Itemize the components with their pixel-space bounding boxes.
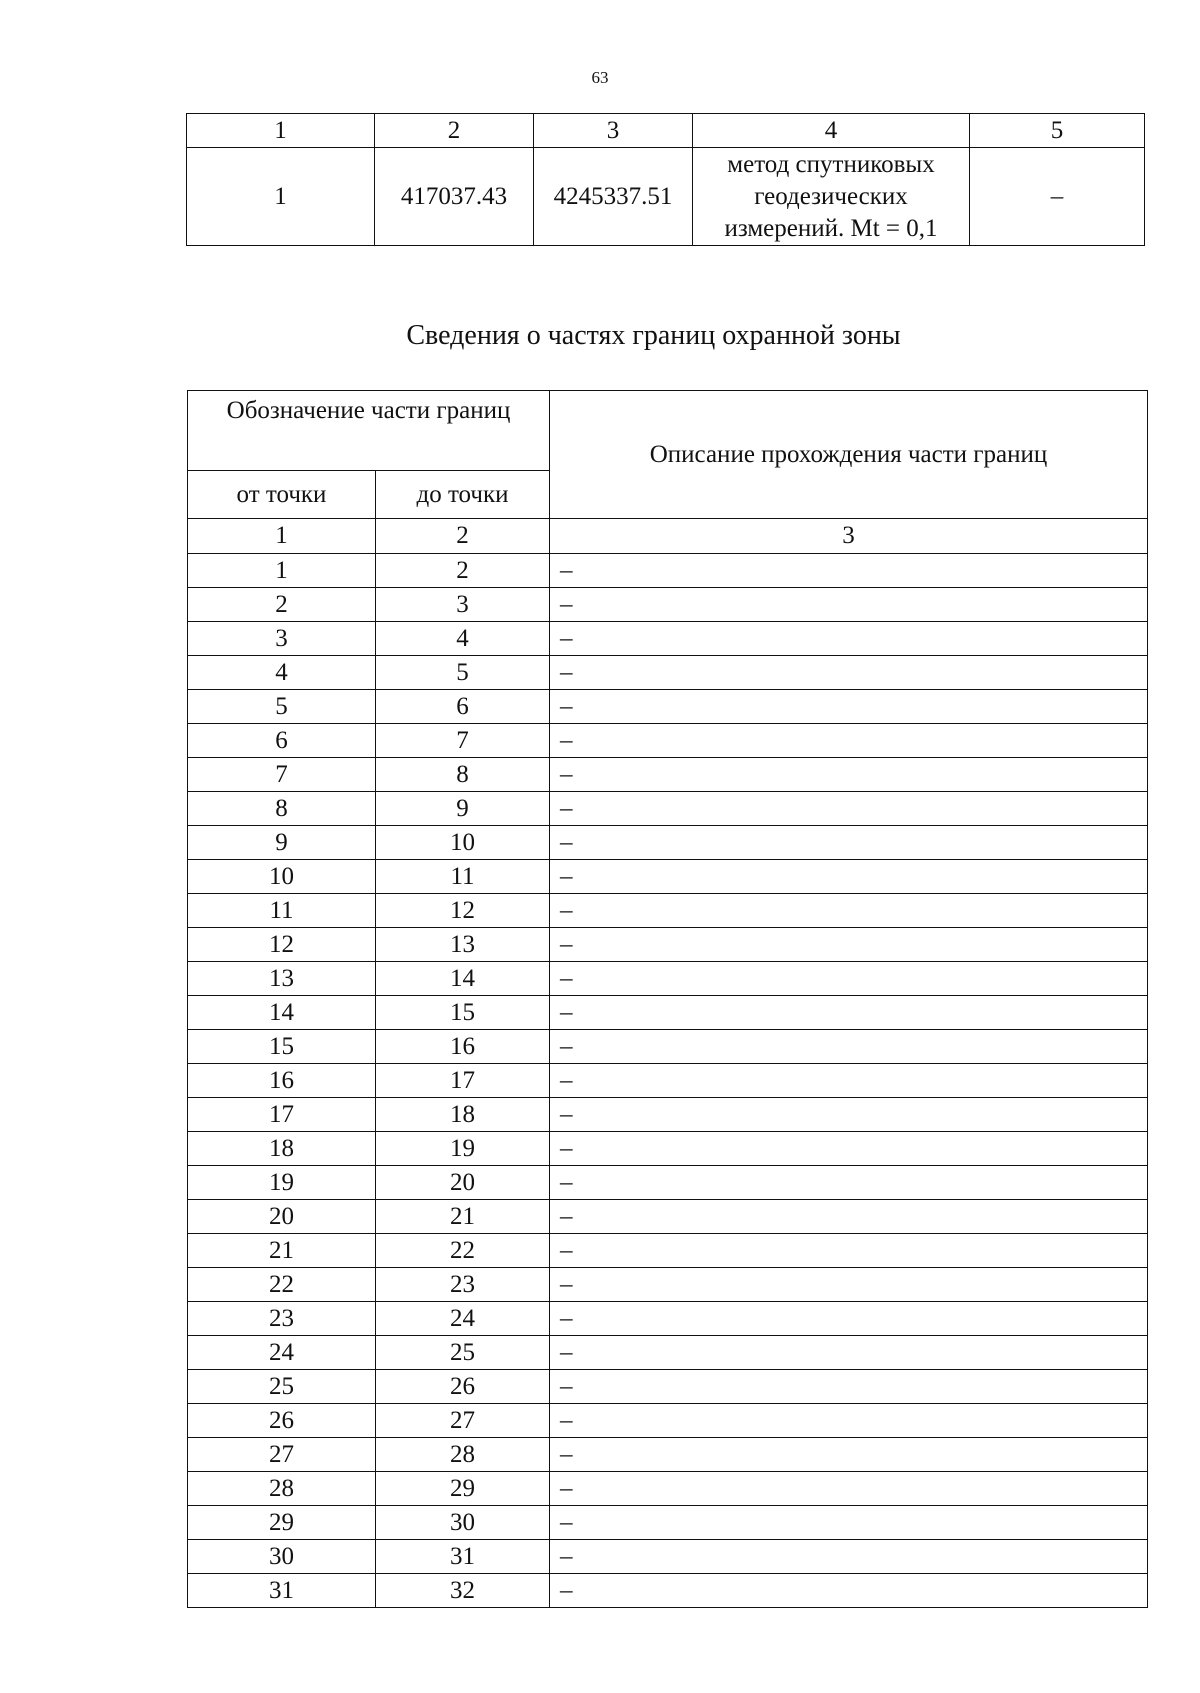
to-point-cell: 8 (376, 758, 550, 792)
coordinates-header-cell: 2 (375, 114, 534, 148)
from-point-cell: 7 (188, 758, 376, 792)
description-cell: – (550, 656, 1148, 690)
from-point-cell: 15 (188, 1030, 376, 1064)
to-point-cell: 14 (376, 962, 550, 996)
column-number-cell: 3 (550, 519, 1148, 554)
description-cell: – (550, 1302, 1148, 1336)
from-point-cell: 20 (188, 1200, 376, 1234)
description-cell: – (550, 962, 1148, 996)
to-point-cell: 27 (376, 1404, 550, 1438)
to-point-cell: 26 (376, 1370, 550, 1404)
coordinates-header-cell: 1 (187, 114, 375, 148)
to-point-cell: 7 (376, 724, 550, 758)
description-cell: – (550, 1132, 1148, 1166)
description-cell: – (550, 1098, 1148, 1132)
method-line: метод спутниковых (727, 150, 935, 178)
to-point-cell: 23 (376, 1268, 550, 1302)
coordinates-header-row (187, 114, 1145, 148)
from-point-cell: 3 (188, 622, 376, 656)
from-point-cell: 13 (188, 962, 376, 996)
to-point-cell: 6 (376, 690, 550, 724)
to-point-cell: 21 (376, 1200, 550, 1234)
table-row (188, 1064, 1148, 1098)
table-row (188, 1506, 1148, 1540)
description-cell: – (550, 1506, 1148, 1540)
column-number-cell: 1 (188, 519, 376, 554)
table-row (188, 1132, 1148, 1166)
description-cell: – (550, 1404, 1148, 1438)
coordinates-header-cell: 3 (534, 114, 693, 148)
description-cell: – (550, 1574, 1148, 1608)
table-row (188, 792, 1148, 826)
description-cell: – (550, 1370, 1148, 1404)
designation-header: Обозначение части границ (188, 391, 550, 471)
table-row (188, 656, 1148, 690)
from-point-cell: 12 (188, 928, 376, 962)
from-point-cell: 10 (188, 860, 376, 894)
from-point-cell: 27 (188, 1438, 376, 1472)
page-number: 63 (591, 68, 609, 87)
to-point-cell: 29 (376, 1472, 550, 1506)
from-point-cell: 29 (188, 1506, 376, 1540)
from-point-cell: 6 (188, 724, 376, 758)
table-row (188, 588, 1148, 622)
from-point-cell: 5 (188, 690, 376, 724)
coordinate-x-cell: 417037.43 (375, 148, 534, 246)
method-line: геодезических (754, 182, 908, 210)
to-point-cell: 22 (376, 1234, 550, 1268)
description-cell: – (550, 588, 1148, 622)
from-point-cell: 9 (188, 826, 376, 860)
to-point-cell: 12 (376, 894, 550, 928)
to-point-cell: 4 (376, 622, 550, 656)
from-point-cell: 22 (188, 1268, 376, 1302)
from-point-header: от точки (188, 471, 376, 519)
table-row (188, 1268, 1148, 1302)
table-row (188, 1438, 1148, 1472)
description-cell: – (550, 1166, 1148, 1200)
description-cell: – (550, 1200, 1148, 1234)
description-cell: – (550, 928, 1148, 962)
method-line: измерений. Mt = 0,1 (724, 214, 938, 242)
to-point-cell: 3 (376, 588, 550, 622)
description-cell: – (550, 724, 1148, 758)
description-cell: – (550, 996, 1148, 1030)
from-point-cell: 14 (188, 996, 376, 1030)
parts-table-body (188, 554, 1148, 1608)
to-point-cell: 25 (376, 1336, 550, 1370)
from-point-cell: 2 (188, 588, 376, 622)
table-row (188, 622, 1148, 656)
description-cell: – (550, 758, 1148, 792)
from-point-cell: 18 (188, 1132, 376, 1166)
table-row (188, 928, 1148, 962)
from-point-cell: 16 (188, 1064, 376, 1098)
parts-header-row (188, 391, 1148, 471)
table-row (188, 1098, 1148, 1132)
to-point-cell: 15 (376, 996, 550, 1030)
from-point-cell: 25 (188, 1370, 376, 1404)
to-point-cell: 19 (376, 1132, 550, 1166)
description-header: Описание прохождения части границ (550, 391, 1148, 519)
from-point-cell: 30 (188, 1540, 376, 1574)
to-point-cell: 32 (376, 1574, 550, 1608)
table-row (188, 1540, 1148, 1574)
coordinate-y-cell: 4245337.51 (534, 148, 693, 246)
description-cell: – (550, 1472, 1148, 1506)
description-cell: – (550, 1234, 1148, 1268)
description-cell: – (550, 1268, 1148, 1302)
description-cell: – (550, 894, 1148, 928)
from-point-cell: 28 (188, 1472, 376, 1506)
table-row (188, 690, 1148, 724)
from-point-cell: 19 (188, 1166, 376, 1200)
description-cell: – (550, 690, 1148, 724)
from-point-cell: 8 (188, 792, 376, 826)
coordinates-header-cell: 4 (693, 114, 970, 148)
from-point-cell: 23 (188, 1302, 376, 1336)
column-number-cell: 2 (376, 519, 550, 554)
from-point-cell: 1 (188, 554, 376, 588)
table-row (188, 1030, 1148, 1064)
table-row (188, 1302, 1148, 1336)
from-point-cell: 31 (188, 1574, 376, 1608)
to-point-header: до точки (376, 471, 550, 519)
to-point-cell: 2 (376, 554, 550, 588)
section-title: Сведения о частях границ охранной зоны (406, 320, 901, 351)
description-cell: – (550, 792, 1148, 826)
coordinates-table (186, 113, 1145, 246)
table-row (188, 996, 1148, 1030)
from-point-cell: 21 (188, 1234, 376, 1268)
column-numbers-row (188, 519, 1148, 554)
table-row (188, 554, 1148, 588)
description-cell: – (550, 1540, 1148, 1574)
to-point-cell: 5 (376, 656, 550, 690)
to-point-cell: 31 (376, 1540, 550, 1574)
to-point-cell: 24 (376, 1302, 550, 1336)
table-row (188, 1166, 1148, 1200)
to-point-cell: 16 (376, 1030, 550, 1064)
from-point-cell: 4 (188, 656, 376, 690)
to-point-cell: 17 (376, 1064, 550, 1098)
table-row (188, 1574, 1148, 1608)
table-row (188, 724, 1148, 758)
table-row (188, 826, 1148, 860)
from-point-cell: 17 (188, 1098, 376, 1132)
table-row (188, 860, 1148, 894)
to-point-cell: 18 (376, 1098, 550, 1132)
to-point-cell: 30 (376, 1506, 550, 1540)
to-point-cell: 11 (376, 860, 550, 894)
description-cell: – (550, 1336, 1148, 1370)
table-row (188, 1370, 1148, 1404)
table-row (188, 758, 1148, 792)
table-row (188, 1404, 1148, 1438)
to-point-cell: 10 (376, 826, 550, 860)
coordinates-header-cell: 5 (970, 114, 1145, 148)
description-cell: – (550, 860, 1148, 894)
table-row (188, 894, 1148, 928)
coordinates-data-row (187, 148, 1145, 246)
table-row (188, 1200, 1148, 1234)
to-point-cell: 13 (376, 928, 550, 962)
description-cell: – (550, 1064, 1148, 1098)
to-point-cell: 28 (376, 1438, 550, 1472)
description-cell: – (550, 1030, 1148, 1064)
to-point-cell: 20 (376, 1166, 550, 1200)
from-point-cell: 24 (188, 1336, 376, 1370)
from-point-cell: 26 (188, 1404, 376, 1438)
table-row (188, 1336, 1148, 1370)
description-cell: – (550, 1438, 1148, 1472)
from-point-cell: 11 (188, 894, 376, 928)
method-cell (693, 148, 970, 246)
table-row (188, 962, 1148, 996)
to-point-cell: 9 (376, 792, 550, 826)
point-number-cell: 1 (187, 148, 375, 246)
table-row (188, 1234, 1148, 1268)
boundary-parts-table (187, 390, 1148, 1608)
description-cell: – (550, 622, 1148, 656)
note-cell: – (970, 148, 1145, 246)
table-row (188, 1472, 1148, 1506)
description-cell: – (550, 826, 1148, 860)
description-cell: – (550, 554, 1148, 588)
